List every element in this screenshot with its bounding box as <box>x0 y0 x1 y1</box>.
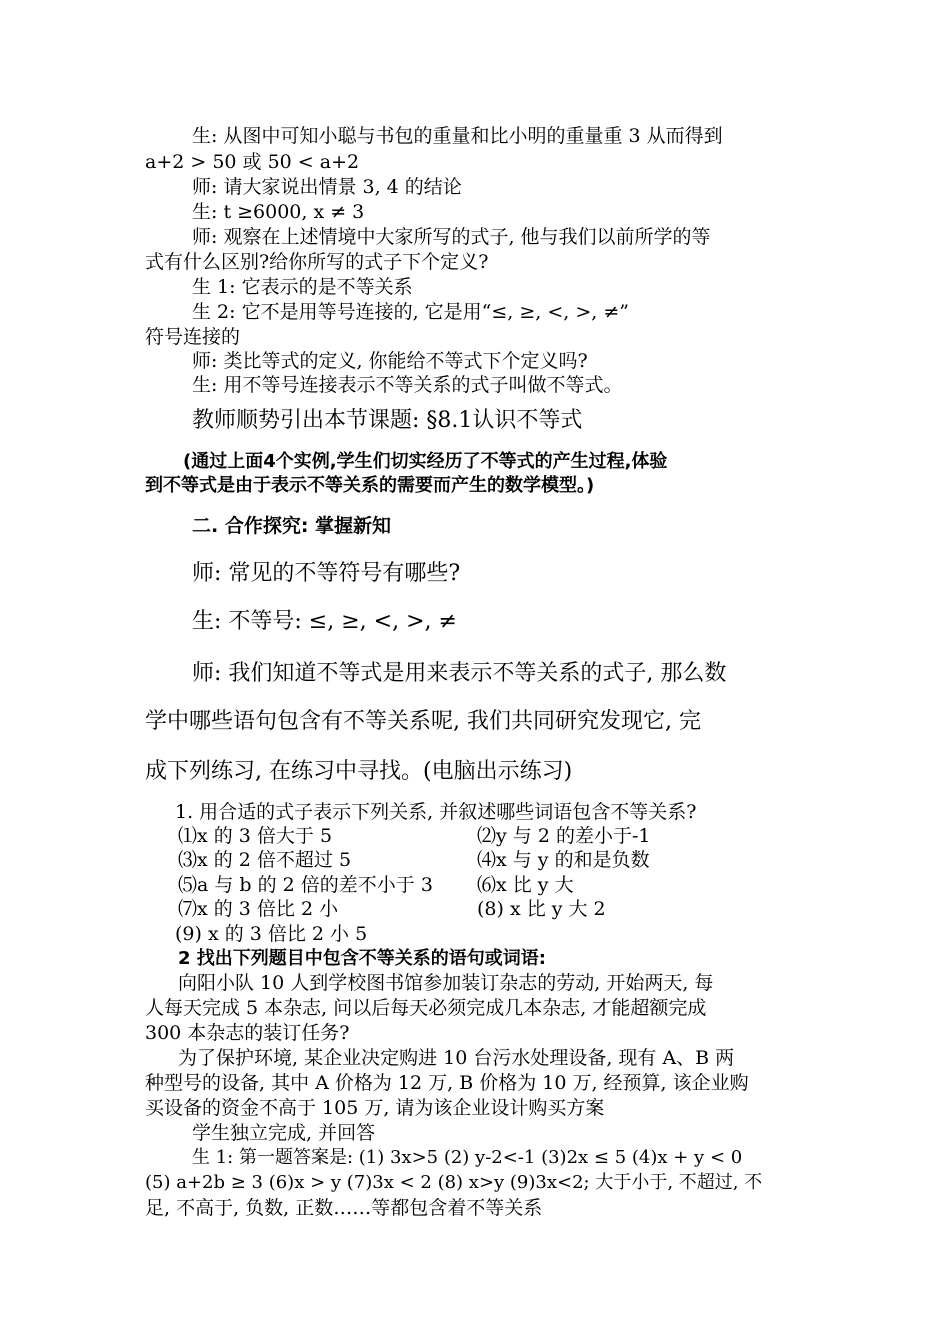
exercise-item: ⑷x 与 y 的和是负数 <box>477 849 650 871</box>
text-line: 式有什么区别?给你所写的式子下个定义? <box>145 251 489 273</box>
answer-line: 生 1: 第一题答案是: (1) 3x>5 (2) y-2<-1 (3)2x ≤ 5 (4)x + y < 0 <box>192 1147 743 1168</box>
section-heading: 二. 合作探究: 掌握新知 <box>192 515 392 537</box>
exercise-item: ⑸a 与 b 的 2 倍的差不小于 3 <box>178 874 433 896</box>
lesson-title-line: 教师顺势引出本节课题: §8.1认识不等式 <box>192 408 583 433</box>
text-line: 生 2: 它不是用等号连接的, 它是用“≤, ≥, <, >, ≠” <box>192 301 629 323</box>
text-line: 师: 请大家说出情景 3, 4 的结论 <box>192 176 462 198</box>
exercise-item: ⑴x 的 3 倍大于 5 <box>178 825 333 847</box>
exercise-prompt: 1. 用合适的式子表示下列关系, 并叙述哪些词语包含不等关系? <box>175 801 697 823</box>
answer-line: (5) a+2b ≥ 3 (6)x > y (7)3x < 2 (8) x>y (9)3x<2; 大于小于, 不超过, 不 <box>145 1172 763 1193</box>
exercise-item: ⑵y 与 2 的差小于-1 <box>477 825 651 847</box>
answer-line: 足, 不高于, 负数, 正数……等都包含着不等关系 <box>145 1197 543 1219</box>
text-line: 师: 常见的不等符号有哪些? <box>192 561 461 586</box>
text-line: 为了保护环境, 某企业决定购进 10 台污水处理设备, 现有 A、B 两 <box>178 1047 735 1069</box>
text-line: 买设备的资金不高于 105 万, 请为该企业设计购买方案 <box>145 1097 605 1119</box>
text-line: 学中哪些语句包含有不等关系呢, 我们共同研究发现它, 完 <box>145 709 701 734</box>
text-line: 师: 类比等式的定义, 你能给不等式下个定义吗? <box>192 350 588 372</box>
exercise-item: ⑹x 比 y 大 <box>477 874 574 896</box>
text-line: 人每天完成 5 本杂志, 问以后每天必须完成几本杂志, 才能超额完成 <box>145 997 707 1019</box>
text-line: 300 本杂志的装订任务? <box>145 1022 350 1044</box>
text-line: 向阳小队 10 人到学校图书馆参加装订杂志的劳动, 开始两天, 每 <box>178 972 714 994</box>
text-line: 符号连接的 <box>145 326 241 348</box>
text-line: 师: 观察在上述情境中大家所写的式子, 他与我们以前所学的等 <box>192 226 711 248</box>
text-line: 成下列练习, 在练习中寻找。(电脑出示练习) <box>145 759 573 784</box>
exercise-item: (9) x 的 3 倍比 2 小 5 <box>175 923 368 945</box>
text-line: a+2 > 50 或 50 < a+2 <box>145 151 360 173</box>
exercise-item: ⑺x 的 3 倍比 2 小 <box>178 898 339 920</box>
summary-note: 到不等式是由于表示不等关系的需要而产生的数学模型。) <box>145 475 595 496</box>
text-line: 生: 不等号: ≤, ≥, <, >, ≠ <box>192 609 457 634</box>
text-line: 生 1: 它表示的是不等关系 <box>192 276 413 298</box>
text-line: 种型号的设备, 其中 A 价格为 12 万, B 价格为 10 万, 经预算, 该企业购 <box>145 1072 749 1094</box>
summary-note: (通过上面4个实例,学生们切实经历了不等式的产生过程,体验 <box>183 451 668 472</box>
text-line: 学生独立完成, 并回答 <box>192 1122 376 1144</box>
text-line: 生: 用不等号连接表示不等关系的式子叫做不等式。 <box>192 374 623 396</box>
exercise-item: ⑶x 的 2 倍不超过 5 <box>178 849 352 871</box>
exercise-heading: 2 找出下列题目中包含不等关系的语句或词语: <box>178 948 546 969</box>
text-line: 师: 我们知道不等式是用来表示不等关系的式子, 那么数 <box>192 661 727 686</box>
exercise-item: (8) x 比 y 大 2 <box>477 898 606 920</box>
text-line: 生: t ≥6000, x ≠ 3 <box>192 201 365 223</box>
text-line: 生: 从图中可知小聪与书包的重量和比小明的重量重 3 从而得到 <box>192 125 723 147</box>
